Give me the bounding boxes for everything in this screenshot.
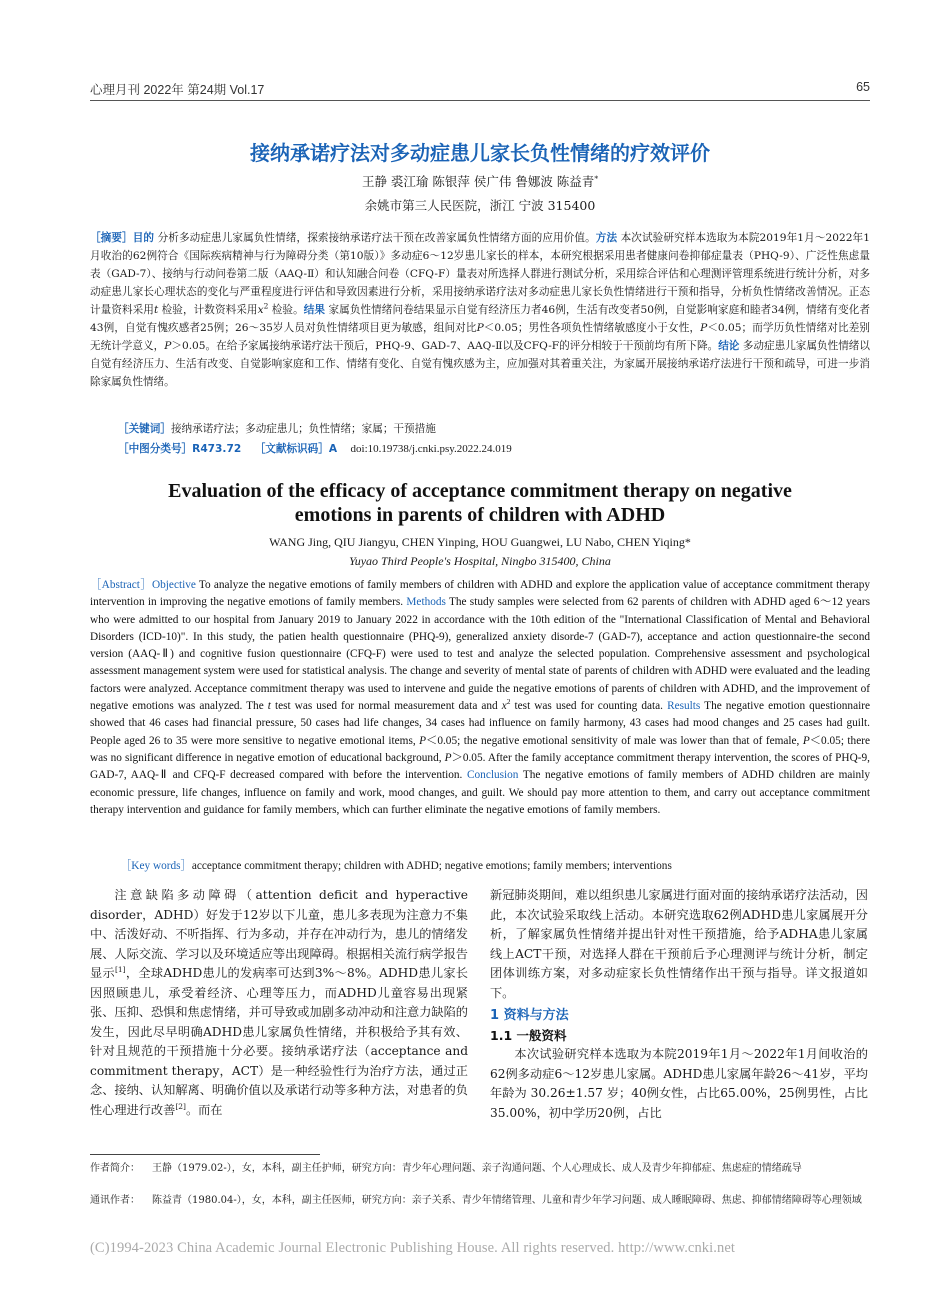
body-paragraph: 注意缺陷多动障碍（attention deficit and hyperactive disorder，ADHD）好发于12岁以下儿童，患儿多表现为注意力不集中、活泼好动、不听指挥、行为多动，并存在冲动行为，患儿的情绪发展、人际交流、学习以及环境适应等出现障碍。根据相关流行病学报告显示[1]，全球ADHD患儿的发病率可达到3%～8%。ADHD患儿家长因照顾患儿，承受着经济、心理等压力，而ADHD儿童容易出现紧张、压抑、恐惧和焦虑情绪，并可导致或加剧多动冲动和注意力缺陷的发生，因此尽早明确ADHD患儿家属负性情绪，并积极给予其有效、针对且规范的干预措施十分必要。接纳承诺疗法（acceptance and commitment therapy，ACT）是一种经验性行为治疗方法，通过正念、接纳、认知解离、明确价值以及承诺行动等多种方法，对患者的负性心理进行改善[2]。而在 — [90, 888, 468, 1117]
en-keywords: ［Key words］acceptance commitment therapy; children with ADHD; negative emotions; family members; interventions — [120, 860, 672, 872]
citation: [2] — [175, 1101, 186, 1111]
corresponding-mark: * — [594, 173, 599, 183]
en-conclusion-label: Conclusion — [466, 769, 519, 782]
author-footnote: 作者简介： 王静（1979.02-），女，本科，副主任护师，研究方向：青少年心理问题、亲子沟通问题、个人心理成长、成人及青少年抑郁症、焦虑症的情绪疏导 — [90, 1163, 802, 1174]
cn-abstract: ［摘要］目的 分析多动症患儿家属负性情绪，探索接纳承诺疗法干预在改善家属负性情绪方面的应用价值。方法 本次试验研究样本选取为本院2019年1月～2022年1月收治的62例符合《国际疾病精神与行为障碍分类（第10版）》多动症6～12岁患儿家长的样本，本研究根据采用患者健康问卷抑郁症量表（PHQ-9）、广泛性焦虑量表（GAD-7）、接纳与行动问卷第二版（AAQ-Ⅱ）和认知融合问卷（CFQ-F）量表对所选择人群进行测试分析，采用综合评估和心理测评管理系统进行统计分析，对多动症患儿家长心理状态的变化与严重程度进行评估和导致因素进行分析，采用接纳承诺疗法对多动症患儿家长负性情绪进行干预和指导，分析负性情绪改善情况。正态计量资料采用t 检验，计数资料采用$x^2$ 检验。结果 家属负性情绪问卷结果显示自觉有经济压力者46例，生活有改变者50例，自觉影响家庭和睦者34例，情绪有变化者43例，自觉有愧疚感者25例；26～35岁人员对负性情绪项目更为敏感，组间对比P＜0.05；男性各项负性情绪敏感度小于女性，P＜0.05；而学历负性情绪对比差别无统计学意义，P＞0.05。在给予家属接纳承诺疗法干预后，PHQ-9、GAD-7、AAQ-Ⅱ以及CFQ-F的评分相较于干预前均有所下降。结论 多动症患儿家属负性情绪以自觉有经济压力、生活有改变、自觉影响家庭和工作、情绪有变化、自觉有愧疚感为主，应加强对其着重关注，为家属开展接纳承诺疗法进行干预和疏导，可进一步消除家属负性情绪。 — [90, 232, 871, 388]
section-heading: 1 资料与方法 — [490, 1008, 569, 1023]
cn-classification — [118, 440, 870, 458]
citation: [1] — [114, 964, 126, 974]
en-abstract-label: ［Abstract］Objective — [90, 579, 196, 591]
cn-author-list: 王静 裘江瑜 陈银萍 侯广伟 鲁娜波 陈益青 — [361, 174, 595, 189]
body-column-right — [490, 886, 868, 1123]
en-methods-label: Methods — [406, 596, 446, 609]
footnote-rule — [90, 1154, 320, 1155]
doi: doi:10.19738/j.cnki.psy.2022.24.019 — [350, 443, 512, 455]
body-column-left — [90, 886, 468, 1120]
header-rule — [90, 100, 870, 101]
doc-code: ［文献标识码］A — [254, 443, 338, 455]
cn-results-label: 结果 — [303, 304, 326, 316]
cn-keywords: ［关键词］接纳承诺疗法；多动症患儿；负性情绪；家属；干预措施 — [118, 423, 436, 435]
cn-conclusion-label: 结论 — [718, 340, 740, 352]
subsection-heading: 1.1 一般资料 — [490, 1027, 567, 1043]
clc-number: ［中图分类号］R473.72 — [118, 443, 242, 455]
cn-authors — [90, 172, 870, 190]
body-paragraph: 新冠肺炎期间，难以组织患儿家属进行面对面的接纳承诺疗法活动，因此，本次试验采取线上活动。本研究选取62例ADHD患儿家属展开分析，了解家属负性情绪并提出针对性干预措施，给予ADHA患儿家属线上ACT干预，对选择人群在干预前后予心理测评与统计分析，制定团体训练方案，对多动症家长负性情绪作出干预与指导。详文报道如下。 — [490, 888, 868, 1000]
cn-methods-label: 方法 — [595, 232, 618, 244]
cn-affiliation: 余姚市第三人民医院，浙江 宁波 315400 — [364, 198, 596, 213]
copyright-watermark: (C)1994-2023 China Academic Journal Electronic Publishing House. All rights reserved. http://www.cnki.net — [90, 1240, 736, 1256]
page-number: 65 — [856, 80, 870, 94]
en-affiliation: Yuyao Third People's Hospital, Ningbo 315400, China — [349, 554, 611, 568]
body-paragraph: 本次试验研究样本选取为本院2019年1月～2022年1月间收治的62例多动症6～12岁患儿家属。ADHD患儿家属年龄26～41岁，平均年龄为 30.26±1.57 岁；40例女性，占比65.00%，25例男性，占比35.00%，初中学历20例，占比 — [490, 1047, 868, 1120]
cn-abstract-label: ［摘要］目的 — [90, 232, 155, 244]
en-results-label: Results — [667, 700, 701, 713]
en-abstract: ［Abstract］Objective To analyze the negative emotions of family members of children with ADHD and explore the application value of acceptance commitment therapy intervention in improving the negative emotions of family members. Methods The study samples were selected from 62 parents of children with ADHD aged 6～12 years who were admitted to our hospital from January 2019 to January 2022 in accordance with the 10th edition of the "International Classification of Mental and Behavioral Disorders (ICD-10)". In this study, the patien health questionnaire (PHQ-9), generalized anxiety disorde-7 (GAD-7), acceptance and action questionnaire-the second version (AAQ-Ⅱ) and cognitive fusion questionnaire (CFQ-F) were used to test and analyze the selected population. Comprehensive assessment and psychological assessment management system were used for statistical analysis. The change and severity of mental state of parents of children with ADHD were evaluated and the leading factors were analyzed. Acceptance commitment therapy was used to intervene and guide the negative emotions of parents of children with ADHD, and the improvement of negative emotions was analyzed. The t test was used for normal measurement data and $x^2$ test was used for counting data. Results The negative emotion questionnaire showed that 46 cases had financial pressure, 50 cases had life changes, 34 cases had influence on family harmony, 43 cases had mood changes and 25 cases had guilt. People aged 26 to 35 were more sensitive to negative emotional items, P＜0.05; the negative emotional sensitivity of male was lower than that of female, P＜0.05; there was no significant difference in negative emotion of educational background, P＞0.05. After the family acceptance commitment therapy intervention, the scores of PHQ-9, GAD-7, AAQ-Ⅱ and CFQ-F decreased compared with before the intervention. Conclusion The negative emotions of family members of ADHD children are mainly economic pressure, life changes, influence on family and work, mood changes, and guilt. We should pay more attention to them, and carry out acceptance commitment therapy intervention and guidance for family members, which can further eliminate the negative emotions of family members. — [90, 579, 871, 816]
en-title: Evaluation of the efficacy of acceptance commitment therapy on negative emotions in parents of children with ADHD — [168, 480, 792, 526]
running-header — [90, 80, 870, 102]
corresponding-footnote: 通讯作者： 陈益青（1980.04-），女，本科，副主任医师，研究方向：亲子关系、青少年情绪管理、儿童和青少年学习问题、成人睡眠障碍、焦虑、抑郁情绪障碍等心理领域 — [90, 1195, 862, 1206]
cn-title: 接纳承诺疗法对多动症患儿家长负性情绪的疗效评价 — [250, 141, 710, 165]
en-authors: WANG Jing, QIU Jiangyu, CHEN Yinping, HOU Guangwei, LU Nabo, CHEN Yiqing* — [269, 535, 691, 549]
journal-name: 心理月刊 2022年 第24期 Vol.17 — [90, 83, 265, 97]
